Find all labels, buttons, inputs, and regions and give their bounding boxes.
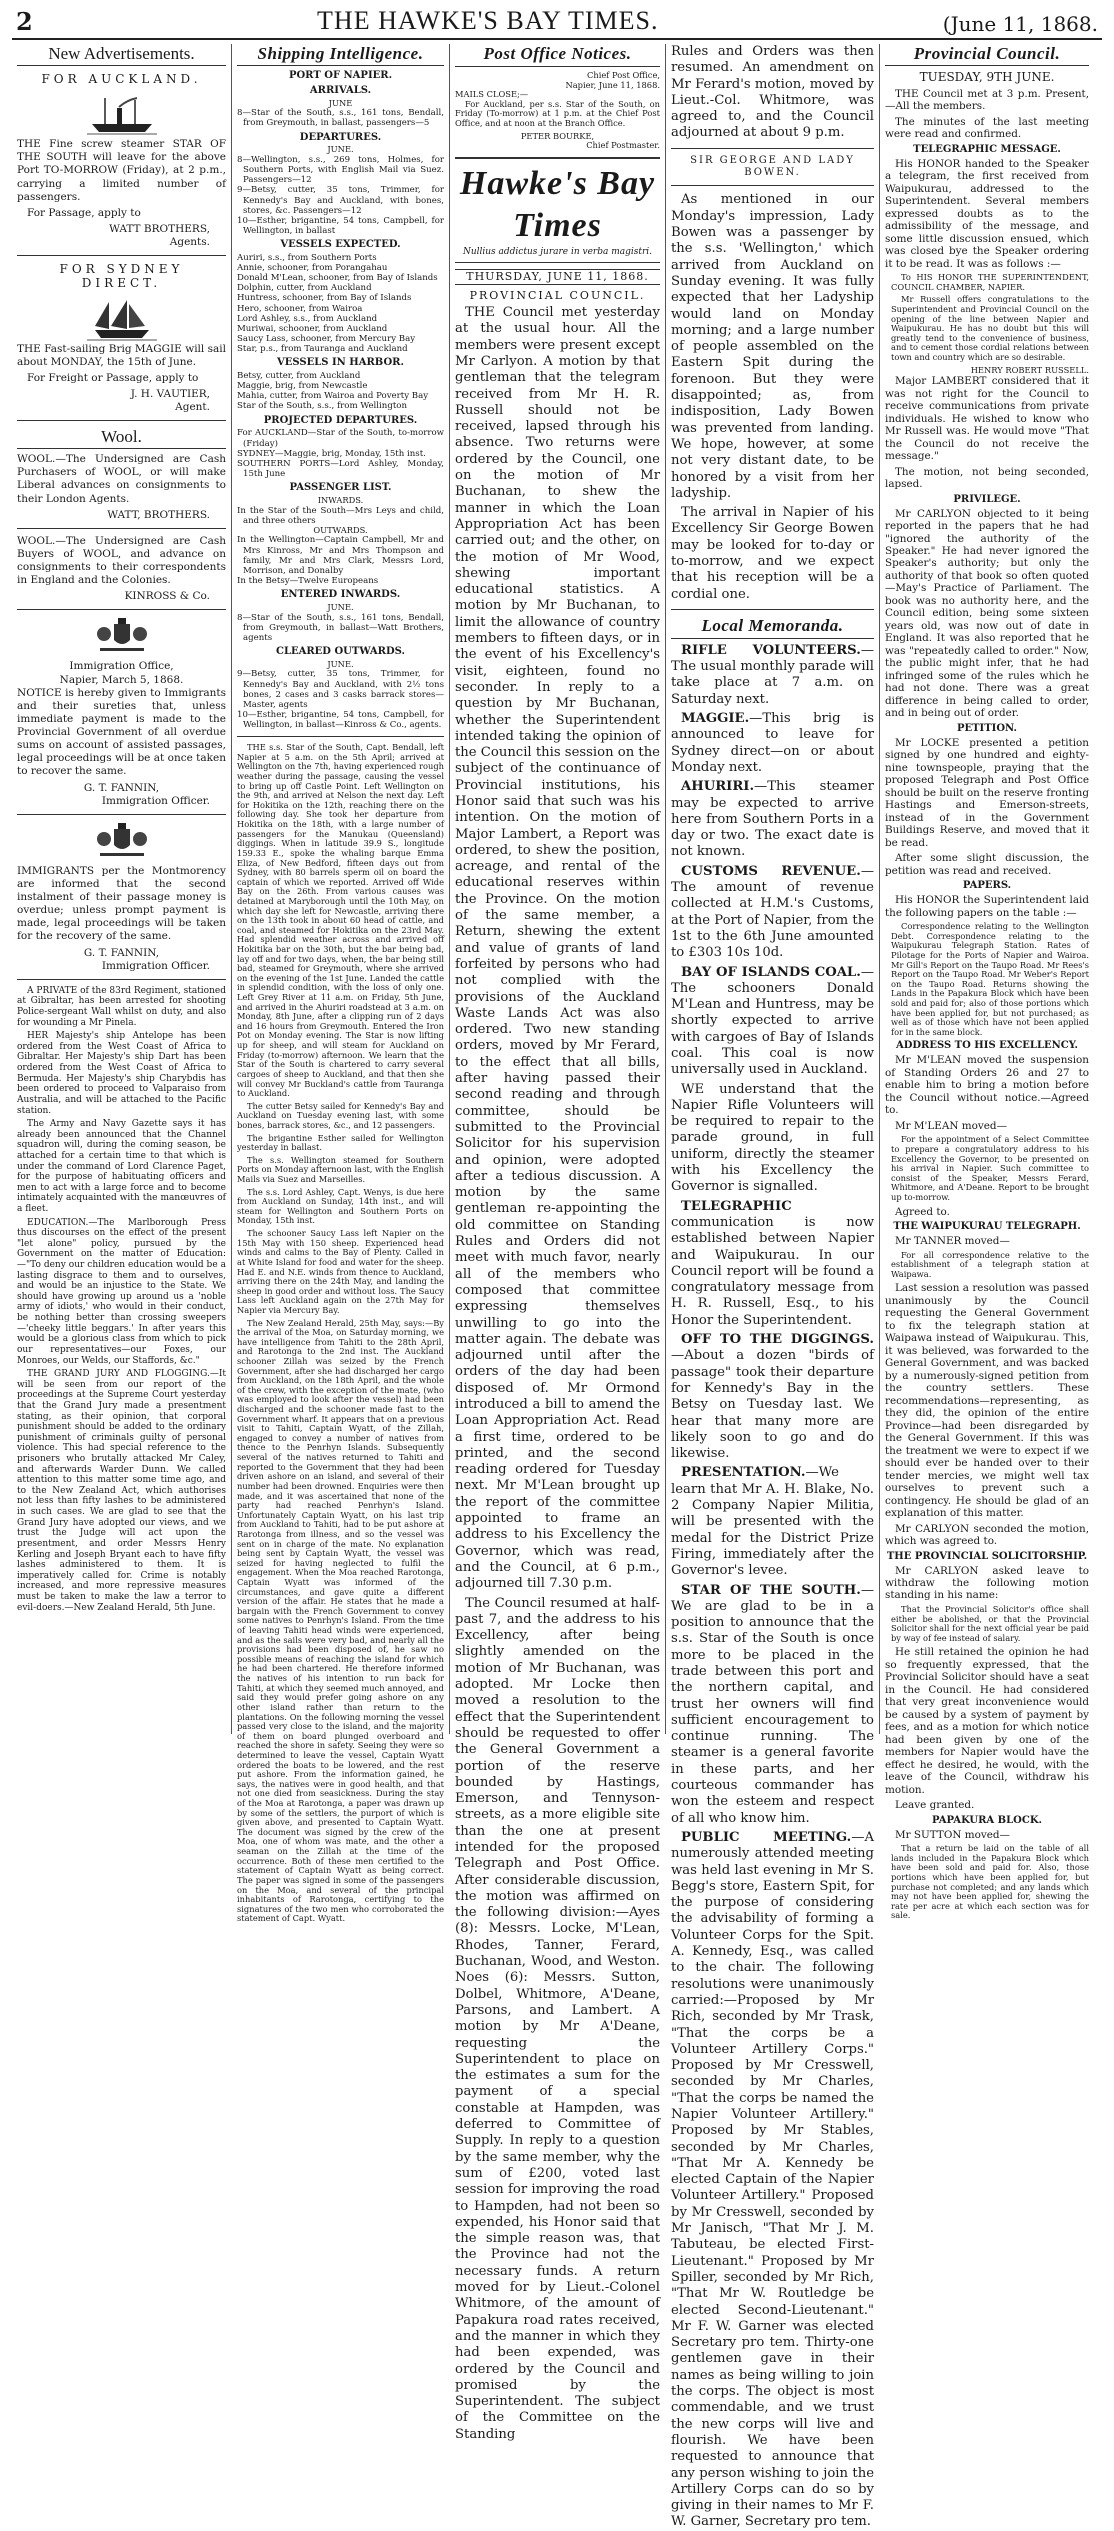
local-item-lead: MAGGIE. xyxy=(681,711,750,727)
port-heading: PORT OF NAPIER. xyxy=(288,70,393,82)
bowen-heading: SIR GEORGE AND LADY BOWEN. xyxy=(690,154,855,179)
shipping-entry: 9—Betsy, cutter, 35 tons, Trimmer, for Kennedy's Bay and Auckland, with 2½ tons bones, 2 cases and 3 casks barrack stores—Master, agents xyxy=(237,669,444,710)
shipping-narrative xyxy=(237,743,444,1924)
mails-label: MAILS CLOSE;— xyxy=(455,89,529,100)
ad-role: Agent. xyxy=(175,401,210,414)
local-item-text: —We are glad to be in a position to announce that the s.s. Star of the South is once more to be placed in the trade between this port and the northern capital, and trust her owners will find sufficient encouragement to continue running. The steamer is a general favorite in these parts, and her courteous commander has won the esteem and respect of all who know him. xyxy=(671,1582,874,1826)
local-item-lead: RIFLE VOLUNTEERS. xyxy=(681,642,861,658)
local-item-lead: STAR OF THE SOUTH. xyxy=(681,1582,861,1598)
local-item-lead: PUBLIC MEETING. xyxy=(681,1829,852,1845)
proceeding-heading: PRIVILEGE. xyxy=(953,493,1021,505)
proceeding-paragraph: He still retained the opinion he had so frequently expressed, that the Provincial Solicitor should have a seat in the Council. He had considered that very great inconvenience would be caused by a system of payment by fees, and as a motion for which notice had been given by one of the members for Napier would have the effect he desired, he would, with the leave of the Council, withdraw his motion. xyxy=(885,1646,1089,1796)
columns xyxy=(12,44,1102,2530)
proceeding-quote: For all correspondence relative to the establishment of a telegraph station at Waipawa. xyxy=(891,1249,1089,1279)
month-label: JUNE. xyxy=(327,144,354,155)
section-heading: Provincial Council. xyxy=(885,44,1089,66)
bowen-paragraph: The arrival in Napier of his Excellency Sir George Bowen may be looked for to-day or to-morrow, and we expect that his reception will be a cordial one. xyxy=(671,505,874,602)
leader-heading: PROVINCIAL COUNCIL. xyxy=(469,288,646,302)
notice-sign: G. T. FANNIN, xyxy=(83,946,160,959)
mail-notice: For Auckland, per s.s. Star of the South, on Friday (To-morrow) at 1 p.m. at the Chief Post Office, and at noon at the Branch Office. xyxy=(455,98,660,129)
expected-heading: VESSELS EXPECTED. xyxy=(280,239,401,251)
local-item-lead: OFF TO THE DIGGINGS. xyxy=(681,1332,874,1348)
proceeding-paragraph: Mr SUTTON moved— xyxy=(895,1828,1010,1841)
page-number: 2 xyxy=(16,7,33,36)
proceeding-paragraph: His HONOR handed to the Speaker a telegram, the first received from Waipukurau, addressed to the Superintendent. Several members expressed doubts as to the admissibility of the message, and some little discussion ensued, which was closed bye the Speaker ordering it to be read. It was as follows :— xyxy=(885,157,1089,270)
local-item xyxy=(671,965,874,1079)
ad-body: THE Fine screw steamer STAR OF THE SOUTH will leave for the above Port TO-MORROW (Friday), at 2 p.m., carrying a limited number of passengers. xyxy=(17,138,226,203)
steamer-icon xyxy=(87,94,157,136)
notice-dateline: Napier, March 5, 1868. xyxy=(59,673,184,686)
notice-role: Chief Postmaster. xyxy=(586,140,660,151)
ad-heading: FOR SYDNEY DIRECT. xyxy=(59,262,184,291)
news-paragraph: The New Zealand Herald, 25th May, says:—By the arrival of the Moa, on Saturday morning, we have intelligence from Tahiti to the 28th April, and Rarotonga to the 2nd inst. The Auckland schooner Zillah was seized by the French Government, after she had discharged her cargo from Auckland, on the 18th April, and the whole of the crew, with the exception of the mate, (who was employed to look after the vessel) had been discharged and the schooner made fast to the Government wharf. It appears that on a previous visit to Tahiti, Captain Wyatt, of the Zillah, engaged to convey a number of natives from thence to the Penrhyn Islands. Subsequently several of the natives returned to Tahiti and reported to the Government that they had been driven ashore on an island, and several of their number had been drowned. Enquiries were then made, and it was ascertained that none of the party had reached Penrhyn's Island. Unfortunately Captain Wyatt, on his last trip from Auckland to Tahiti, had to be put ashore at Rarotonga from illness, and so the vessel was sent on in charge of the mate. No explanation being sent by Captain Wyatt, the vessel was seized for having neglected to fulfil the engagement. When the Moa reached Rarotonga, Captain Wyatt was informed of the circumstances, and gave quite a different version of the affair. He states that he made a bargain with the French Government to convey some natives to Penrhyn's Island. From the time of leaving Tahiti head winds were experienced, and as the sails were very bad, and nearly all the provisions had been disposed of, he saw no possible means of reaching the island for which he had been chartered. He therefore informed the natives of his intention to run back for Tahiti, at which they seemed much annoyed, and said they would prefer going ashore on any other island rather than return to the plantations. On the following morning the vessel passed very close to the island, and the majority of them on board plunged overboard and reached the shore in safety. Seeing they were so determined to leave the vessel, Captain Wyatt ordered the boats to be lowered, and the rest put ashore. From the information gained, he says, the natives were in good health, and that not one died from seasickness. During the stay of the Moa at Rarotonga, a paper was drawn up by some of the settlers, the purport of which is given above, and presented to Captain Wyatt. The document was signed by the crew of the Moa, one of whom was mate, and the other a seaman on the Zillah at the time of the occurrence. Both of these men certified to the statement of Captain Wyatt as being correct. The paper was signed in some of the passengers on the Moa, and several of the principal inhabitants of Rarotonga, certifying to the signatures of the two men who corroborated the statement of Capt. Wyatt. xyxy=(237,1317,444,1924)
ad-apply: For Freight or Passage, apply to xyxy=(27,371,199,384)
ad-apply: For Passage, apply to xyxy=(27,206,141,219)
proceeding-paragraph: Major LAMBERT considered that it was not right for the Council to receive communications from private individuals. He wished to know who Mr Russell was. He would move "That the Council do not receive the message." xyxy=(885,375,1089,463)
vessel-entry: Maggie, brig, from Newcastle xyxy=(237,381,368,392)
coat-of-arms-icon xyxy=(92,821,152,859)
notice-dateline: Napier, June 11, 1868. xyxy=(565,79,660,90)
proceeding-heading: THE WAIPUKURAU TELEGRAPH. xyxy=(893,1221,1081,1233)
vessel-entry: Donald M'Lean, schooner, from Bay of Islands xyxy=(237,273,438,284)
passenger-entry: In the Star of the South—Mrs Leys and child, and three others xyxy=(237,505,444,526)
vessel-entry: Auriri, s.s., from Southern Ports xyxy=(237,252,377,263)
proceeding-heading: THE PROVINCIAL SOLICITORSHIP. xyxy=(886,1550,1088,1562)
local-item-text: —A numerously attended meeting was held last evening in Mr S. Begg's store, Eastern Spit, for the purpose of considering the advisability of forming a Volunteer Corps for the Spit. A. Kennedy, Esq., was called to the chair. The following resolutions were unanimously carried:—Proposed by Mr Rich, seconded by Mr Trask, "That the corps be a Volunteer Artillery Corps." Proposed by Mr Cresswell, seconded by Mr Charles, "That the corps be named the Napier Volunteer Artillery." Proposed by Mr Stables, seconded by Mr Charles, "That Mr A. Kennedy be elected Captain of the Napier Volunteer Artillery." Proposed by Mr Cresswell, seconded by Mr Janisch, "That Mr J. M. Tabuteau, be elected First-Lieutenant." Proposed by Mr Spiller, seconded by Mr Rich, "That Mr W. Routledge be elected Second-Lieutenant." Mr F. W. Garner was elected Secretary pro tem. Thirty-one gentlemen gave in their names as being willing to join the corps. The object is most commendable, and we trust the new corps will live and flourish. We have been requested to announce that any person wishing to join the Artillery Corps can do so by giving in their names to Mr F. W. Garner, Secretary pro tem. xyxy=(671,1829,874,2530)
month-label: JUNE. xyxy=(327,601,354,612)
proceeding-heading: TELEGRAPHIC MESSAGE. xyxy=(913,143,1061,155)
local-item-text: —The schooners Donald M'Lean and Huntress, may be shortly expected to arrive with cargoes of Bay of Islands coal. This coal is now universally used in Auckland. xyxy=(671,964,874,1078)
brig-illustration xyxy=(17,297,226,343)
ad-role: Agents. xyxy=(169,236,210,249)
vessel-entry: Betsy, cutter, from Auckland xyxy=(237,371,361,382)
proceeding-paragraph: His HONOR the Superintendent laid the following papers on the table :— xyxy=(885,894,1089,919)
newspaper-title: THE HAWKE'S BAY TIMES. xyxy=(317,6,659,35)
proceeding-paragraph: After some slight discussion, the petition was read and received. xyxy=(885,852,1089,877)
wool-ad-sign: KINROSS & Co. xyxy=(124,590,210,603)
local-item-text: —We learn that Mr A. H. Blake, No. 2 Company Napier Militia, will be presented with the medal for the District Prize Firing, immediately after the Governor's levee. xyxy=(671,1465,874,1579)
local-item-text: —The usual monthly parade will take place at 7 a.m. on Saturday next. xyxy=(671,642,874,707)
proceeding-heading: PAPAKURA BLOCK. xyxy=(931,1814,1043,1826)
outwards-label: OUTWARDS. xyxy=(313,524,368,535)
section-heading: Local Memoranda. xyxy=(671,616,874,639)
local-item xyxy=(671,1199,874,1329)
local-item-lead: CUSTOMS REVENUE. xyxy=(681,863,861,879)
local-item-text: —The amount of revenue collected at H.M.'s Customs, at the Port of Napier, from the 1st to the 6th June amounted to £303 10s 10d. xyxy=(671,863,874,961)
news-paragraph: The Army and Navy Gazette says it has already been announced that the Channel squadron will, during the coming season, be attached for a certain time to that which is under the command of Lord Clarence Paget, for the purpose of habituating officers and men to act with a large force and to become intimately acquainted with the manœuvres of a fleet. xyxy=(17,1119,226,1214)
news-paragraph: A PRIVATE of the 83rd Regiment, stationed at Gibraltar, has been arrested for shooting Police-sergeant Wall whilst on duty, and also for wounding a Mr Pinela. xyxy=(17,985,226,1028)
shipping-entry: 8—Wellington, s.s., 269 tons, Holmes, for Southern Ports, with English Mail via Suez. Passengers—12 xyxy=(237,154,444,186)
local-item xyxy=(671,1583,874,1827)
council-date: TUESDAY, 9TH JUNE. xyxy=(919,70,1055,85)
royal-arms-illustration xyxy=(17,616,226,656)
ad-agent: J. H. VAUTIER, xyxy=(130,387,210,400)
issue-date: (June 11, 1868. xyxy=(942,12,1098,36)
news-paragraph: EDUCATION.—The Marlborough Press thus discourses on the effect of the present "let alone" policy, pursued by the Government on the matter of Education:—"To deny our children education would be a lasting disgrace to them and to ourselves, and would be an injustice to the State. We should have growing up around us a 'noble army of idiots,' who would in their conduct, be nothing better than crossing sweepers—'cheeky little beggars.' In after years this would be a glorious class from which to pick our representatives—our Foxes, our Monroes, our Welds, our Staffords, &c." xyxy=(17,1217,226,1366)
news-paragraph: THE GRAND JURY AND FLOGGING.—It will be seen from our report of the proceedings at the Supreme Court yesterday that the Grand Jury made a presentment stating, as their opinion, that corporal punishment should be added to the ordinary punishment of criminals guilty of personal violence. This had special reference to the prisoners who brutally attacked Mr Caley, and afterwards Warder Dunn. We called attention to this matter some time ago, and to the New Zealand Act, which authorises not less than fifty lashes to be administered in such cases. We are glad to see that the Grand Jury have adopted our views, and we trust the Judge will act upon the presentment, and order Messrs Henry Kerling and Joseph Bryant each to have fifty lashes administered to them. It is imperatively called for. Crime is notably increased, and more repressive measures must be taken to make the law a terror to evil-doers.—New Zealand Herald, 5th June. xyxy=(17,1369,226,1613)
harbor-heading: VESSELS IN HARBOR. xyxy=(277,357,404,369)
council-proceedings xyxy=(885,88,1089,1921)
vessel-entry: Muriwai, schooner, from Auckland xyxy=(237,323,388,334)
column-provincial-council xyxy=(880,44,1094,1921)
vessel-entry: Annie, schooner, from Porangahau xyxy=(237,263,388,273)
section-heading: Shipping Intelligence. xyxy=(237,44,444,66)
proceeding-quote: That a return be laid on the table of all lands included in the Papakura Block which have been sold and paid for. Also, those portions which have been applied for, but purchase not completed; and any lands which may not have been applied for, shewing the rate per acre at which each section was for sale. xyxy=(891,1843,1089,1921)
local-item-text: —About a dozen "birds of passage" took their departure for Kennedy's Bay in the Betsy on Tuesday last. We hear that many more are likely soon to go and do likewise. xyxy=(671,1348,874,1462)
passenger-entry: In the Betsy—Twelve Europeans xyxy=(237,575,379,586)
notice-office: Chief Post Office, xyxy=(587,69,660,80)
inwards-label: INWARDS. xyxy=(317,494,364,505)
departures-heading: DEPARTURES. xyxy=(299,131,382,143)
proceeding-signature: HENRY ROBERT RUSSELL. xyxy=(970,364,1089,375)
bowen-paragraph: As mentioned in our Monday's impression, Lady Bowen was a passenger by the s.s. 'Wellington,' which arrived from Auckland on Sunday evening. It was fully expected that her Ladyship would land on Monday morning; and a large number of people assembled on the Eastern Spit during the forenoon. But they were disappointed; as, from indisposition, Lady Bowen was prevented from landing. We hope, however, at some not very distant date, to be honored by a visit from her ladyship. xyxy=(671,192,874,501)
proceeding-heading: PAPERS. xyxy=(962,880,1012,892)
projected-heading: PROJECTED DEPARTURES. xyxy=(263,414,418,426)
news-paragraph: The schooner Saucy Lass left Napier on the 15th May with 150 sheep. Experienced head winds and calms to the Bay of Plenty. Called in at White Island for food and water for the sheep. Had E. and N.E. winds from thence to Auckland, arriving there on the 24th May, and landing the sheep in good order and without loss. The Saucy Lass left Auckland again on the 27th May for Napier via Mercury Bay. xyxy=(237,1228,444,1315)
immigration-notice: IMMIGRANTS per the Montmorency are informed that the second instalment of their passage money is overdue; unless prompt payment is made, legal proceedings will be taken for the recovery of the same. xyxy=(17,864,226,943)
proceeding-paragraph: Mr CARLYON objected to it being reported in the papers that he had "ignored the authority of the Speaker." He had never ignored the Speaker's authority; but only the authority of that book so often quoted—May's Practice of Parliament. The book was no authority here, and the Council edition, being some sixteen years old, was now out of date in England. It was also reported that he was "repeatedly called to order." Now, the public might infer, that he had infringed some of the rules which he had not done. There was a great difference in being called to order, and in being out of order. xyxy=(885,507,1089,720)
local-item xyxy=(671,1830,874,2531)
local-item xyxy=(671,643,874,708)
proceeding-paragraph: Mr CARLYON seconded the motion, which was agreed to. xyxy=(885,1522,1089,1548)
month-label: JUNE xyxy=(328,97,353,108)
cleared-heading: CLEARED OUTWARDS. xyxy=(275,645,405,657)
ad-heading: FOR AUCKLAND. xyxy=(41,72,202,87)
notice-role: Immigration Officer. xyxy=(101,959,210,972)
vessel-entry: For AUCKLAND—Star of the South, to-morrow (Friday) xyxy=(237,428,444,449)
proceeding-quote: For the appointment of a Select Committee to prepare a congratulatory address to his Excellency the Governor, to be presented on his arrival in Napier. Such committee to consist of the Speaker, Messrs Ferard, Whitmore, and A'Deane. Report to be brought up to-morrow. xyxy=(891,1134,1089,1202)
wool-ad: WOOL.—The Undersigned are Cash Buyers of WOOL, and advance on consignments to their correspondents in England and the Colonies. xyxy=(17,534,226,587)
local-item-text: —This steamer may be expected to arrive here from Southern Ports in a day or two. The exact date is not known. xyxy=(671,779,874,860)
section-heading: New Advertisements. xyxy=(17,44,226,66)
entered-heading: ENTERED INWARDS. xyxy=(280,589,401,601)
vessel-entry: Huntress, schooner, from Bay of Islands xyxy=(237,293,412,304)
local-item-lead: AHURIRI. xyxy=(681,779,755,795)
vessel-entry: SYDNEY—Maggie, brig, Monday, 15th inst. xyxy=(237,448,426,459)
news-paragraph: The brigantine Esther sailed for Wellington yesterday in ballast. xyxy=(237,1132,444,1153)
proceeding-quote: Mr Russell offers congratulations to the Superintendent and Provincial Council on the opening of the line between Napier and Waipukurau. He has no doubt but this will greatly tend to the convenience of business, and to cement those cordial relations between town and country which are so desirable. xyxy=(891,294,1089,362)
editorial-masthead xyxy=(455,157,660,263)
news-paragraph: HER Majesty's ship Antelope has been ordered from the West Coast of Africa to Gibraltar. Her Majesty's ship Dart has been ordered from the West Coast of Africa to Bermuda. Her Majesty's ship Charybdis has been ordered to proceed to Valparaiso from Australia, and will be attached to the Pacific station. xyxy=(17,1031,226,1116)
notice-role: Immigration Officer. xyxy=(101,794,210,807)
proceeding-heading: PETITION. xyxy=(956,722,1018,734)
local-item xyxy=(671,864,874,962)
wool-ad-sign: WATT, BROTHERS. xyxy=(107,508,210,521)
notice-office: Immigration Office, xyxy=(69,660,174,673)
proceeding-paragraph: Mr M'LEAN moved— xyxy=(895,1119,1007,1132)
proceeding-quote: That the Provincial Solicitor's office shall either be abolished, or that the Provincial Solicitor shall for the next official year be paid by way of fee instead of salary. xyxy=(891,1603,1089,1643)
vessel-entry: Dolphin, cutter, from Auckland xyxy=(237,283,372,294)
shipping-entry: 9—Betsy, cutter, 35 tons, Trimmer, for Kennedy's Bay and Auckland, with bones, stores, &c. Passengers—12 xyxy=(237,185,444,216)
news-paragraph: The cutter Betsy sailed for Kennedy's Bay and Auckland on Tuesday evening last, with some bones, barrack stores, &c., and 12 passengers. xyxy=(237,1100,444,1130)
ad-body: THE Fast-sailing Brig MAGGIE will sail about MONDAY, the 15th of June. xyxy=(17,342,226,368)
proceeding-paragraph: Mr TANNER moved— xyxy=(895,1235,1010,1248)
shipping-entry: 8—Star of the South, s.s., 161 tons, Bendall, from Greymouth, in ballast, passengers—5 xyxy=(237,108,444,129)
proceeding-quote: Correspondence relating to the Wellington Debt. Correspondence relating to the Waipukurau Telegraph Station. Rates of Pilotage for the Ports of Napier and Wairoa. Mr Gill's Report on the Taupo Road. Mr Rees's Report on the Taupo Road. Mr Weber's Report on the Taupo Road. Returns showing the Lands in the Papakura Block which have been sold and paid for; also of those portions which have been applied for, but not purchased; as well as of those which have not been applied for in the same block. xyxy=(891,921,1089,1037)
proceeding-paragraph: Last session a resolution was passed unanimously by the Council requesting the General Government to fix the telegraph station at Waipawa instead of Waipukurau. This, it was believed, was forwarded to the General Government, and was backed by a numerously-signed petition from the country settlers. These recommendations—representing, as they did, the opinion of the entire Province—had been disregarded by the General Government. If this was the treatment we were to expect if we should ever be handed over to their tender mercies, we might well tax ourselves to prevent such a contingency. He should be glad of an explanation of this matter. xyxy=(885,1282,1089,1520)
paper-name: Hawke's Bay Times xyxy=(459,164,656,244)
coat-of-arms-icon xyxy=(92,616,152,654)
local-item-text: WE understand that the Napier Rifle Volunteers will be required to repair to the parade ground, in full uniform, directly the steamer with his Excellency the Governor is signalled. xyxy=(671,1081,874,1195)
section-heading: Post Office Notices. xyxy=(455,44,660,67)
proceeding-heading: ADDRESS TO HIS EXCELLENCY. xyxy=(895,1040,1079,1052)
steamer-illustration xyxy=(17,92,226,138)
arrivals-heading: ARRIVALS. xyxy=(309,84,372,96)
vessel-entry: Hero, schooner, from Wairoa xyxy=(237,303,363,314)
royal-arms-illustration xyxy=(17,821,226,861)
vessel-entry: Star of the South, s.s., from Wellington xyxy=(237,401,407,412)
proceeding-paragraph: Mr M'LEAN moved the suspension of Standing Orders 26 and 27 to enable him to bring a motion before the Council without notice.—Agreed to. xyxy=(885,1054,1089,1117)
ad-agent: WATT BROTHERS, xyxy=(109,222,210,235)
editorial-paragraph: Rules and Orders was then resumed. An amendment on Mr Ferard's motion, moved by Lieut.-Col. Whitmore, was agreed to, and the Council adjourned at about 9 p.m. xyxy=(671,44,874,141)
proceeding-quote: To HIS HONOR THE SUPERINTENDENT, COUNCIL CHAMBER, NAPIER. xyxy=(891,272,1089,292)
local-item-text: —This brig is announced to leave for Sydney direct—on or about Monday next. xyxy=(671,711,874,775)
editorial-paragraph: The Council resumed at half-past 7, and the address to his Excellency, after being slightly amended on the motion of Mr Buchanan, was adopted. Mr Locke then moved a resolution to the effect that the Superintendent should be requested to offer the General Government a portion of the reserve bounded by Hastings, Emerson, and Tennyson-streets, as a more eligible site than the one at present intended for the proposed Telegraph and Post Office. After considerable discussion, the motion was affirmed on the following division:—Ayes (8): Messrs. Locke, M'Lean, Rhodes, Tanner, Ferard, Buchanan, Wood, and Weston. Noes (6): Messrs. Sutton, Dolbel, Whitmore, A'Deane, Parsons, and Lambert. A motion by Mr A'Deane, requesting the Superintendent to place on the estimates a sum for the payment of a special constable at Hampden, was deferred to Committee of Supply. In reply to a question by the same member, why the sum of £200, voted last session for improving the road to Hampden, had not been so expended, his Honor said that the simple reason was, that the Province had not the necessary funds. A return moved for by Lieut.-Colonel Whitmore, of the amount of Papakura road rates received, and the manner in which they had been expended, was ordered by the Council and promised by the Superintendent. The subject of the Committee on the Standing xyxy=(455,1595,660,2442)
news-paragraphs xyxy=(17,986,226,1613)
proceeding-paragraph: Mr CARLYON asked leave to withdraw the following motion standing in his name: xyxy=(885,1564,1089,1602)
passenger-entry: In the Wellington—Captain Campbell, Mr and Mrs Kinross, Mr and Mrs Thompson and family, Mr and Mrs Clark, Messrs Lord, Morrison, and Donalby xyxy=(237,535,444,576)
month-label: JUNE. xyxy=(327,658,354,669)
proceeding-paragraph: Leave granted. xyxy=(895,1799,975,1812)
local-item-lead: PRESENTATION. xyxy=(681,1465,806,1481)
news-paragraph: The s.s. Lord Ashley, Capt. Wenys, is due here from Auckland on Sunday, 14th inst., and will steam for Wellington and Southern Ports on Monday, 15th inst. xyxy=(237,1186,444,1226)
local-item-text: communication is now established between Napier and Waipukurau. In our Council report will be found a congratulatory message from H. R. Russell, Esq., to his Honor the Superintendent. xyxy=(671,1214,874,1328)
sailing-ship-icon xyxy=(87,298,157,342)
proceeding-paragraph: Mr LOCKE presented a petition signed by one hundred and eighty-nine townspeople, praying that the proposed Telegraph and Post Office should be built on the reserve fronting Hastings and Emerson-streets, instead of in the Government Buildings Reserve, and moved that it be read. xyxy=(885,736,1089,849)
editorial-paragraph: THE Council met yesterday at the usual hour. All the members were present except Mr Carlyon. A motion by that gentleman that the telegram received from Mr H. R. Russell should not be received, lapsed through his absence. Two returns were ordered by the Council, one on the motion of Mr Buchanan, to shew the manner in which the Loan Appropriation Act has been carried out; and the other, on the motion of Mr Wood, shewing important educational statistics. A motion by Mr Buchanan, to limit the allowance of country members to fifteen days, or in the event of his Excellency's visit, eighteen, found no seconder. In reply to a question by Mr Buchanan, whether the Superintendent intended taking the opinion of the Council this session on the subject of the continuance of Provincial institutions, his Honor said that such was his intention. On the motion of Major Lambert, a Report was ordered, to shew the position, acreage, and rental of the educational reserves within the Province. On the motion of the same member, a Return, shewing the extent and value of grants of land forfeited by persons who had not complied with the provisions of the Auckland Waste Lands Act was also ordered. Two new standing orders, moved by Mr Ferard, to the effect that all bills, after having passed their second reading and through committee, should be submitted to the Provincial Solicitor for his supervision and opinion, were adopted after a tedious discussion. A motion by the same gentleman re-appointing the old committee on Standing Rules and Orders did not meet with much favor, nearly all of the members who composed that committee expressing themselves unwilling to go into the matter again. The debate was adjourned until after the orders of the day had been disposed of. Mr Ormond introduced a bill to amend the Loan Appropriation Act. Read a first time, ordered to be printed, and the second reading ordered for Tuesday next. Mr M'Lean brought up the report of the committee appointed to frame an address to his Excellency the Governor, which was read, and the Council, at 6 p.m., adjourned till 7.30 p.m. xyxy=(455,305,660,1592)
vessel-entry: Saucy Lass, schooner, from Mercury Bay xyxy=(237,333,416,344)
local-item xyxy=(671,1082,874,1196)
local-item xyxy=(671,711,874,776)
passenger-heading: PASSENGER LIST. xyxy=(289,482,392,494)
column-advertisements xyxy=(12,44,232,1734)
vessel-entry: Mahia, cutter, from Wairoa and Poverty Bay xyxy=(237,391,429,402)
proceeding-paragraph: The motion, not being seconded, lapsed. xyxy=(885,465,1089,491)
shipping-entry: 10—Esther, brigantine, 54 tons, Campbell, for Wellington, in ballast—Kinross & Co., agents. xyxy=(237,709,444,731)
proceeding-paragraph: Agreed to. xyxy=(895,1205,950,1218)
vessel-entry: SOUTHERN PORTS—Lord Ashley, Monday, 15th June xyxy=(237,458,444,479)
local-item xyxy=(671,779,874,860)
shipping-entry: 8—Star of the South, s.s., 161 tons, Bendall, from Greymouth, in ballast—Watt Brothers, agents xyxy=(237,612,444,643)
masthead xyxy=(12,6,1102,40)
shipping-entry: 10—Esther, brigantine, 54 tons, Campbell, for Wellington, in ballast xyxy=(237,215,444,236)
editorial-date: THURSDAY, JUNE 11, 1868. xyxy=(455,269,660,285)
local-item xyxy=(671,1332,874,1462)
local-item-lead: BAY OF ISLANDS COAL. xyxy=(681,964,861,980)
local-item-lead: TELEGRAPHIC xyxy=(681,1198,792,1214)
immigration-notice: NOTICE is hereby given to Immigrants and their sureties that, unless immediate payment is made to the Provincial Government of all overdue sums on account of assisted passages, legal proceedings will be at once taken to recover the same. xyxy=(17,686,226,778)
notice-sign: PETER BOURKE, xyxy=(520,130,595,141)
paper-motto: Nullius addictus jurare in verba magistri. xyxy=(462,246,653,257)
column-post-office xyxy=(450,44,666,2442)
vessel-entry: Star, p.s., from Tauranga and Auckland xyxy=(237,344,408,355)
section-heading-wool: Wool. xyxy=(17,427,226,449)
column-shipping xyxy=(232,44,450,1924)
news-paragraph: THE s.s. Star of the South, Capt. Bendall, left Napier at 5 a.m. on the 5th April; arrived at Wellington on the 7th, having experienced rough weather during the passage, causing the vessel to bring up off Castle Point. Left Wellington on the 9th, and arrived at Nelson the next day. Left for Hokitika on the 12th, reaching there on the following day. She took her departure from Hokitika on the 18th, with a large number of passengers for the Manukau (Queensland) diggings. When in latitude 39.9 S., longitude 159.33 E., spoke the whaling barque Emma Eliza, of New Bedford, fifteen days out from Sydney, with 80 barrels sperm oil on board the captain of which we reported. Arrived off Wide Bay on the 26th. From various causes was detained at Maryborough until the 10th May, on which day she left for Newcastle, arriving there on the 13th took in about 60 head of cattle, and coal, and steamed for Hokitika on the 23rd May. Had splendid weather across and arrived off Hokitika bar on the 30th, but the bar being bad, lay off and for two days, when, the bar being still bad, steamed for Greymouth, where she arrived on the evening of the 1st June. Landed the cattle in splendid condition, with the loss of only one. Left Grey River at 11 a.m. on Friday, 5th June, and arrived in the Ahuriri roadstead at 3 a.m. on Monday, 8th June, after a clipping run of 2 days and 16 hours from Greymouth. Entered the Iron Pot on Monday evening. The Star is now lifting up for sheep, and will steam for Auckland on Friday (to-morrow) afternoon. We learn that the Star of the South is chartered to carry several cargoes of sheep to Auckland, and that then she will convey Mr Buckland's cattle from Tauranga to Auckland. xyxy=(237,742,444,1099)
proceeding-paragraph: THE Council met at 3 p.m. Present,—All the members. xyxy=(885,87,1089,113)
notice-sign: G. T. FANNIN, xyxy=(83,781,160,794)
wool-ad: WOOL.—The Undersigned are Cash Purchasers of WOOL, or will make Liberal advances on consignments to their London Agents. xyxy=(17,453,226,505)
news-paragraph: The s.s. Wellington steamed for Southern Ports on Monday afternoon last, with the English Mails via Suez and Marseilles. xyxy=(237,1154,444,1185)
local-item xyxy=(671,1465,874,1579)
vessel-entry: Lord Ashley, s.s., from Auckland xyxy=(237,313,378,324)
proceeding-paragraph: The minutes of the last meeting were read and confirmed. xyxy=(885,115,1089,141)
column-local-news xyxy=(666,44,880,2530)
